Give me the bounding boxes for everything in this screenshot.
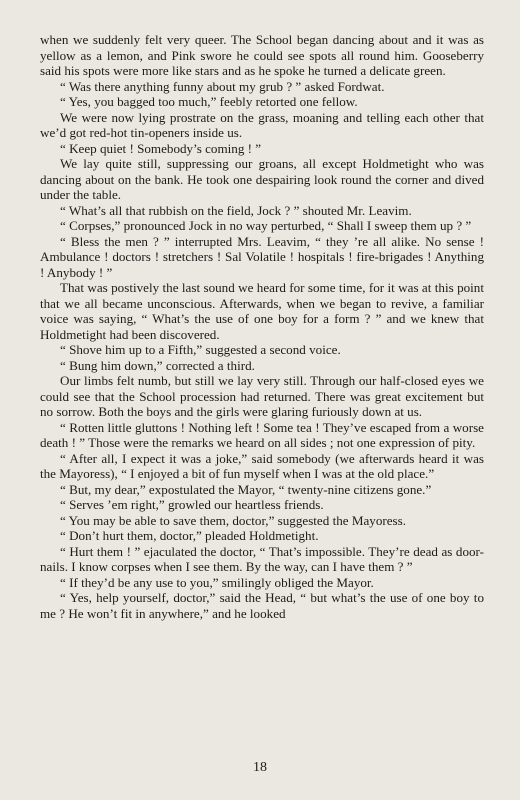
body-text [40,32,484,621]
paragraph: That was postively the last sound we heard for some time, for it was at this point that we all became unconscious. Afterwards, when we began to revive, a familiar voice was saying, “ What’s the use of one boy for a form ? ” and we knew that Holdmetight had been discovered. [40,280,484,342]
paragraph: “ Yes, help yourself, doctor,” said the Head, “ but what’s the use of one boy to me ? He won’t fit in anywhere,” and he looked [40,590,484,621]
paragraph: “ Rotten little gluttons ! Nothing left ! Some tea ! They’ve escaped from a worse death ! ” Those were the remarks we heard on all sides ; not one expression of pity. [40,419,484,450]
paragraph: We were now lying prostrate on the grass, moaning and telling each other that we’d got red-hot tin-openers inside us. [40,109,484,140]
paragraph: “ What’s all that rubbish on the field, Jock ? ” shouted Mr. Leavim. [60,202,412,218]
paragraph: “ Keep quiet ! Somebody’s coming ! ” [60,140,262,156]
paragraph: “ After all, I expect it was a joke,” said somebody (we afterwards heard it was the Mayoress), “ I enjoyed a bit of fun myself when I was at the old place.” [40,450,484,481]
paragraph: “ Hurt them ! ” ejaculated the doctor, “ That’s impossible. They’re dead as door-nails. I know corpses when I see them. By the way, can I have them ? ” [40,543,484,574]
paragraph: “ If they’d be any use to you,” smilingly obliged the Mayor. [60,574,374,590]
paragraph: Our limbs felt numb, but still we lay very still. Through our half-closed eyes we could see that the School procession had returned. There was great excitement but no sorrow. Both the boys and the girls were glaring furiously down at us. [40,373,484,419]
paragraph: “ Don’t hurt them, doctor,” pleaded Holdmetight. [60,528,319,543]
paragraph: “ Yes, you bagged too much,” feebly retorted one fellow. [60,94,358,109]
page-number: 18 [253,760,267,775]
paragraph: “ But, my dear,” expostulated the Mayor, “ twenty-nine citizens gone.” [60,481,432,497]
paragraph: “ Shove him up to a Fifth,” suggested a second voice. [60,342,341,357]
paragraph: “ Was there anything funny about my grub ? ” asked Fordwat. [60,78,385,94]
paragraph: when we suddenly felt very queer. The School began dancing about and it was as yellow as a lemon, and Pink swore he could see spots all round him. Gooseberry said his spots were more like stars and as he spoke he turned a delicate green. [40,32,484,78]
paragraph: “ You may be able to save them, doctor,” suggested the Mayoress. [60,512,407,528]
paragraph: “ Bless the men ? ” interrupted Mrs. Leavim, “ they ’re all alike. No sense ! Ambulance ! doctors ! stretchers ! Sal Volatile ! hospitals ! fire-brigades ! Anything ! Anybody ! ” [40,233,484,280]
paragraph: “ Bung him down,” corrected a third. [60,357,255,373]
paragraph: “ Corpses,” pronounced Jock in no way perturbed, “ Shall I sweep them up ? ” [60,218,472,233]
paragraph: We lay quite still, suppressing our groans, all except Holdmetight who was dancing about on the bank. He took one despairing look round the corner and dived under the table. [40,156,484,202]
paragraph: “ Serves ’em right,” growled our heartless friends. [60,497,324,512]
